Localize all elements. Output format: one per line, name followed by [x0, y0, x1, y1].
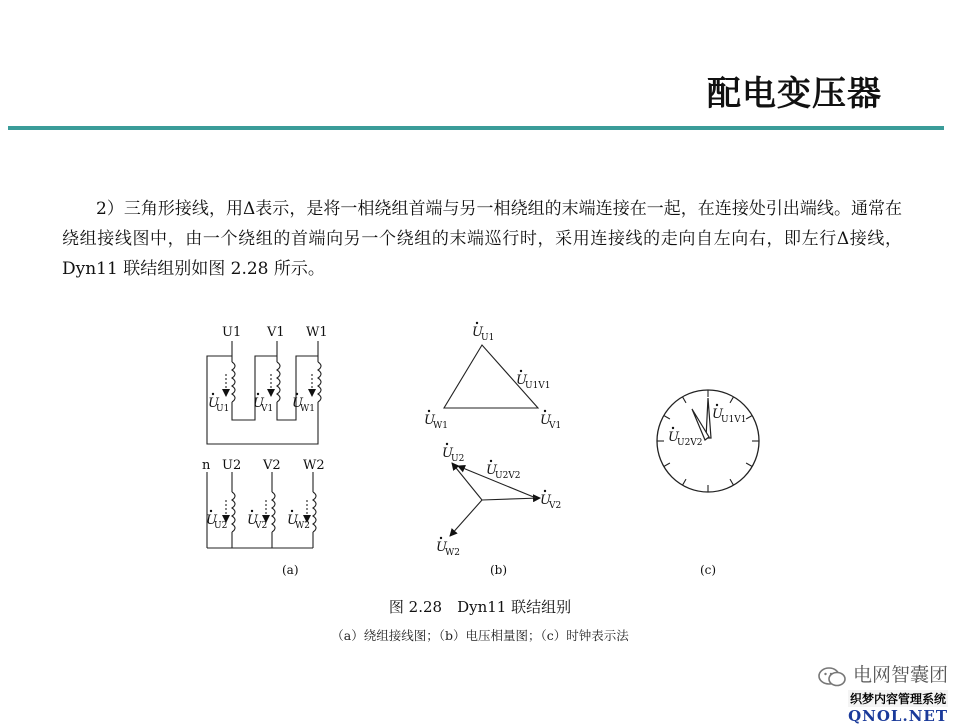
- svg-text:W2: W2: [445, 548, 460, 558]
- panel-c-label: (c): [700, 563, 717, 577]
- svg-text:V1: V1: [549, 421, 562, 431]
- svg-text:V1: V1: [261, 404, 274, 414]
- svg-text:U1V1: U1V1: [525, 381, 551, 391]
- svg-text:U2: U2: [451, 454, 465, 464]
- phasor-u2: [452, 463, 482, 500]
- terminal-u2-label: U2: [222, 458, 242, 473]
- svg-text:U: U: [540, 413, 551, 428]
- slide-title: 配电变压器: [707, 74, 882, 114]
- svg-text:U1V1: U1V1: [721, 415, 747, 425]
- panel-b-label: (b): [490, 563, 508, 577]
- svg-text:W1: W1: [433, 421, 448, 431]
- coil-v2: [272, 492, 275, 532]
- svg-text:U: U: [712, 407, 723, 422]
- svg-text:U: U: [247, 513, 258, 528]
- terminal-v1-label: V1: [267, 325, 285, 340]
- coil-w2: [313, 492, 316, 532]
- figure-caption: 图 2.28 Dyn11 联结组别: [388, 598, 572, 616]
- phasor-label-u2: [442, 443, 464, 464]
- terminal-v2-label: V2: [263, 458, 281, 473]
- voltage-label-u2: [206, 510, 227, 531]
- panel-a-label: (a): [282, 563, 299, 577]
- phasor-label-w1: [424, 410, 448, 431]
- terminal-w2-label: W2: [303, 458, 325, 473]
- clock-long-hand: [706, 398, 711, 438]
- svg-text:U: U: [424, 413, 435, 428]
- figure-subcaption: （a）绕组接线图；（b）电压相量图；（c）时钟表示法: [331, 628, 629, 643]
- phasor-label-v2: [540, 490, 561, 511]
- svg-text:U1: U1: [481, 333, 495, 343]
- clock-label-u1v1: [712, 404, 747, 425]
- svg-text:U: U: [206, 513, 217, 528]
- watermark-account-name: 电网智囊团: [852, 664, 948, 686]
- panel-a-wiring-diagram: [207, 341, 321, 548]
- watermark-system-name: 织梦内容管理系统: [849, 691, 946, 706]
- coil-u2: [232, 492, 235, 532]
- svg-text:U2V2: U2V2: [677, 438, 703, 448]
- svg-text:U: U: [253, 396, 264, 411]
- svg-text:W1: W1: [300, 404, 315, 414]
- watermark: [817, 660, 948, 725]
- neutral-n-label: n: [202, 458, 211, 473]
- phasor-v2: [482, 498, 540, 500]
- wechat-icon: [817, 666, 847, 688]
- terminal-u1-label: U1: [222, 325, 242, 340]
- svg-text:V2: V2: [549, 501, 562, 511]
- phasor-label-v1: [540, 410, 561, 431]
- svg-text:V2: V2: [255, 521, 268, 531]
- svg-text:W2: W2: [295, 521, 310, 531]
- phasor-label-u1v1: [516, 370, 551, 391]
- clock-label-u2v2: [668, 427, 703, 448]
- svg-text:U: U: [486, 463, 497, 478]
- svg-text:U: U: [516, 373, 527, 388]
- phasor-w2: [450, 500, 482, 536]
- svg-text:U2: U2: [214, 521, 228, 531]
- phasor-label-u1: [472, 322, 494, 343]
- svg-text:U: U: [668, 430, 679, 445]
- svg-text:U2V2: U2V2: [495, 471, 521, 481]
- terminal-w1-label: W1: [306, 325, 328, 340]
- voltage-label-v2: [247, 510, 267, 531]
- body-paragraph: 2）三角形接线，用Δ表示，是将一相绕组首端与另一相绕组的末端连接在一起，在连接处引出端线。通常在绕组接线图中，由一个绕组的首端向另一个绕组的末端巡行时，采用连接线的走向自左向右，即左行Δ接线，Dyn11 联结组别如图 2.28 所示。: [62, 199, 902, 279]
- svg-text:U1: U1: [216, 404, 230, 414]
- phasor-label-w2: [436, 537, 460, 558]
- coil-w1: [318, 362, 321, 402]
- svg-text:U: U: [208, 396, 219, 411]
- svg-text:U: U: [472, 325, 483, 340]
- svg-text:U: U: [287, 513, 298, 528]
- coil-u1: [232, 362, 235, 402]
- watermark-site: QNOL.NET: [848, 706, 948, 725]
- voltage-label-v1: [253, 393, 273, 414]
- coil-v1: [277, 362, 280, 402]
- svg-text:U: U: [540, 493, 551, 508]
- svg-text:U: U: [442, 446, 453, 461]
- svg-text:U: U: [436, 540, 447, 555]
- phasor-label-u2v2: [486, 460, 521, 481]
- svg-text:U: U: [292, 396, 303, 411]
